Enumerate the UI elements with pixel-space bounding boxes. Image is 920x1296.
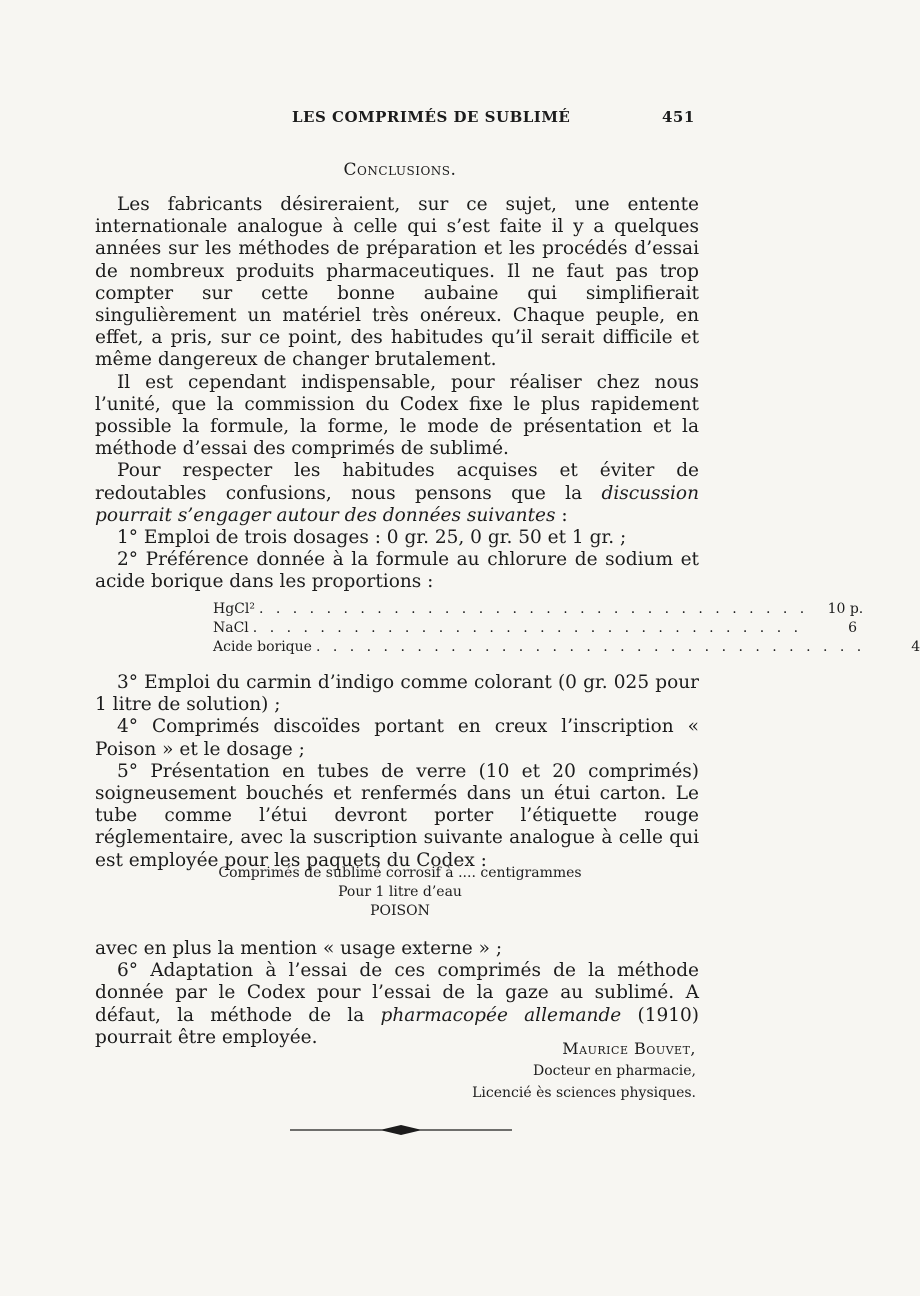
running-title: LES COMPRIMÉS DE SUBLIMÉ [292, 108, 571, 126]
leader-dots: . . . . . . . . . . . . . . . . . . . . . . . . . . . . . . . . . [258, 601, 809, 617]
paragraph-3-italic: discussion pourrait s’engager autour des données suivantes [95, 482, 699, 526]
item-3: 3° Emploi du carmin d’indigo comme colorant (0 gr. 025 pour 1 litre de solution) ; [95, 672, 699, 716]
after-label-text: avec en plus la mention « usage externe » ; [95, 938, 503, 959]
formula-table [213, 600, 920, 657]
signature-block [472, 1038, 696, 1104]
item-1: 1° Emploi de trois dosages : 0 gr. 25, 0 gr. 50 et 1 gr. ; [117, 527, 627, 549]
item-4: 4° Comprimés discoïdes portant en creux l’inscription « Poison » et le dosage ; [95, 716, 699, 760]
item-6-italic: pharmacopée allemande [380, 1004, 622, 1026]
paragraph-1: Les fabricants désireraient, sur ce sujet, une entente internationale analogue à celle qui s’est faite il y a quelques années sur les méthodes de préparation et les procédés d’essai de nombreux produits pharmaceutiques. Il ne faut pas trop compter sur cette bonne aubaine qui simplifierait singulièrement un matériel très onéreux. Chaque peuple, en effet, a pris, sur ce point, des habitudes qu’il serait difficile et même dangereux de changer brutalement. [95, 194, 699, 371]
formula-ingredient: Acide borique [213, 639, 312, 655]
formula-quantity: 6 [848, 620, 858, 636]
paragraph-3-end: : [555, 504, 568, 526]
formula-quantity: 4 [911, 639, 920, 655]
formula-row [213, 600, 864, 619]
item-6-end: (1910) pourrait être employée. [95, 1004, 699, 1048]
formula-ingredient: HgCl² [213, 601, 255, 617]
author-title-2: Licencié ès sciences physiques. [472, 1085, 696, 1101]
leader-dots: . . . . . . . . . . . . . . . . . . . . . . . . . . . . . . . . . [315, 639, 866, 655]
page-number: 451 [662, 108, 695, 126]
item-6-start: 6° Adaptation à l’essai de ces comprimés de la méthode donnée par le Codex pour l’essai de la gaze au sublimé. A défaut, la méthode de la [95, 960, 699, 1026]
section-heading: Conclusions. [343, 160, 457, 180]
formula-quantity: 10 p. [827, 601, 864, 617]
body-text-top [95, 194, 699, 594]
end-ornament-icon [290, 1120, 512, 1140]
label-line-1: Comprimés de sublimé corrosif à .... centigrammes [218, 865, 582, 881]
item-5: 5° Présentation en tubes de verre (10 et 20 comprimés) soigneusement bouchés et renfermés dans un étui carton. Le tube comme l’étui devront porter l’étiquette rouge réglementaire, avec la suscription suivante analogue à celle qui est employée pour les paquets du Codex : [95, 760, 699, 871]
item-6 [95, 960, 699, 1049]
paragraph-2: Il est cependant indispensable, pour réaliser chez nous l’unité, que la commission du Codex fixe le plus rapidement possible la formule, la forme, le mode de présentation et la méthode d’essai des comprimés de sublimé. [95, 371, 699, 460]
author-name: Maurice Bouvet, [562, 1039, 696, 1058]
label-line-3: POISON [370, 903, 430, 919]
formula-row [213, 638, 920, 657]
body-text-bottom [95, 938, 699, 1049]
body-text-middle [95, 672, 699, 872]
leader-dots: . . . . . . . . . . . . . . . . . . . . . . . . . . . . . . . . . [252, 620, 803, 636]
item-2: 2° Préférence donnée à la formule au chlorure de sodium et acide borique dans les proportions : [95, 549, 699, 593]
label-line-2: Pour 1 litre d’eau [338, 884, 462, 900]
author-title-1: Docteur en pharmacie, [532, 1063, 696, 1079]
formula-row [213, 619, 858, 638]
label-inscription [0, 864, 800, 921]
paragraph-3 [95, 460, 699, 527]
paragraph-3-start: Pour respecter les habitudes acquises et éviter de redoutables confusions, nous pensons que la [95, 460, 699, 504]
formula-ingredient: NaCl [213, 620, 249, 636]
